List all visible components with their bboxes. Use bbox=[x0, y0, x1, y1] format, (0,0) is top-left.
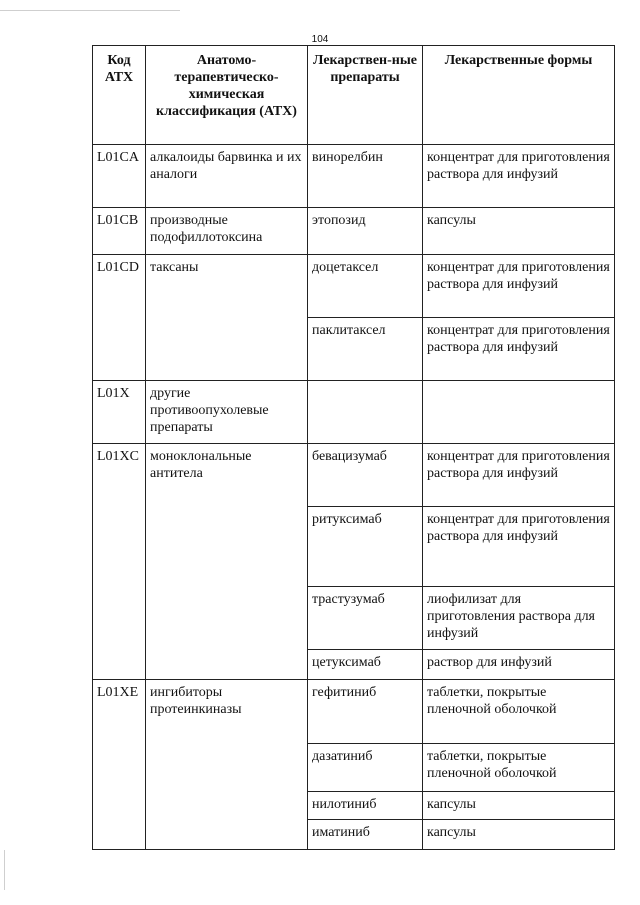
drug-name-cell: дазатиниб bbox=[308, 744, 423, 792]
drug-name-cell: ритуксимаб bbox=[308, 507, 423, 587]
atx-group-cell: моноклональные антитела bbox=[146, 444, 308, 680]
drug-form-cell: таблетки, покрытые пленочной оболочкой bbox=[423, 680, 615, 744]
atx-code-cell: L01CD bbox=[93, 255, 146, 381]
table-row bbox=[93, 208, 615, 255]
atx-group-cell: алкалоиды барвинка и их аналоги bbox=[146, 145, 308, 208]
drug-name-cell: гефитиниб bbox=[308, 680, 423, 744]
drug-name-cell: трастузумаб bbox=[308, 587, 423, 650]
table-row bbox=[93, 381, 615, 444]
drug-name-cell: паклитаксел bbox=[308, 318, 423, 381]
drug-form-cell: концентрат для приготовления раствора для инфузий bbox=[423, 255, 615, 318]
drug-name-cell: нилотиниб bbox=[308, 792, 423, 820]
drug-name-cell: этопозид bbox=[308, 208, 423, 255]
atx-code-cell: L01CB bbox=[93, 208, 146, 255]
drug-form-cell: лиофилизат для приготовления раствора для инфузий bbox=[423, 587, 615, 650]
drug-form-cell: капсулы bbox=[423, 792, 615, 820]
atx-code-cell: L01CA bbox=[93, 145, 146, 208]
drug-form-cell: концентрат для приготовления раствора для инфузий bbox=[423, 507, 615, 587]
atx-group-cell: ингибиторы протеинкиназы bbox=[146, 680, 308, 850]
drug-name-cell: доцетаксел bbox=[308, 255, 423, 318]
drug-name-cell: винорелбин bbox=[308, 145, 423, 208]
drug-form-cell: раствор для инфузий bbox=[423, 650, 615, 680]
atx-table bbox=[92, 45, 615, 850]
atx-code-cell: L01XC bbox=[93, 444, 146, 680]
table-row bbox=[93, 145, 615, 208]
atx-group-cell: другие противоопухолевые препараты bbox=[146, 381, 308, 444]
drug-form-cell: концентрат для приготовления раствора для инфузий bbox=[423, 444, 615, 507]
drug-name-cell: бевацизумаб bbox=[308, 444, 423, 507]
scan-edge-line bbox=[0, 10, 180, 11]
table-row bbox=[93, 444, 615, 507]
header-drugs: Лекарствен-ные препараты bbox=[308, 46, 423, 145]
atx-group-cell: таксаны bbox=[146, 255, 308, 381]
drug-form-cell: капсулы bbox=[423, 208, 615, 255]
header-forms: Лекарственные формы bbox=[423, 46, 615, 145]
atx-table-body bbox=[93, 145, 615, 850]
drug-name-cell: иматиниб bbox=[308, 820, 423, 850]
drug-name-cell bbox=[308, 381, 423, 444]
drug-form-cell bbox=[423, 381, 615, 444]
scan-edge-line bbox=[4, 850, 5, 890]
drug-form-cell: капсулы bbox=[423, 820, 615, 850]
page-number: 104 bbox=[311, 34, 329, 45]
header-row bbox=[93, 46, 615, 145]
atx-group-cell: производные подофиллотоксина bbox=[146, 208, 308, 255]
drug-form-cell: концентрат для приготовления раствора для инфузий bbox=[423, 318, 615, 381]
drug-name-cell: цетуксимаб bbox=[308, 650, 423, 680]
header-code: Код АТХ bbox=[93, 46, 146, 145]
table-row bbox=[93, 255, 615, 318]
atx-code-cell: L01X bbox=[93, 381, 146, 444]
drug-form-cell: концентрат для приготовления раствора для инфузий bbox=[423, 145, 615, 208]
table-row bbox=[93, 680, 615, 744]
drug-form-cell: таблетки, покрытые пленочной оболочкой bbox=[423, 744, 615, 792]
atx-code-cell: L01XE bbox=[93, 680, 146, 850]
header-classification: Анатомо-терапевтическо-химическая классификация (АТХ) bbox=[146, 46, 308, 145]
